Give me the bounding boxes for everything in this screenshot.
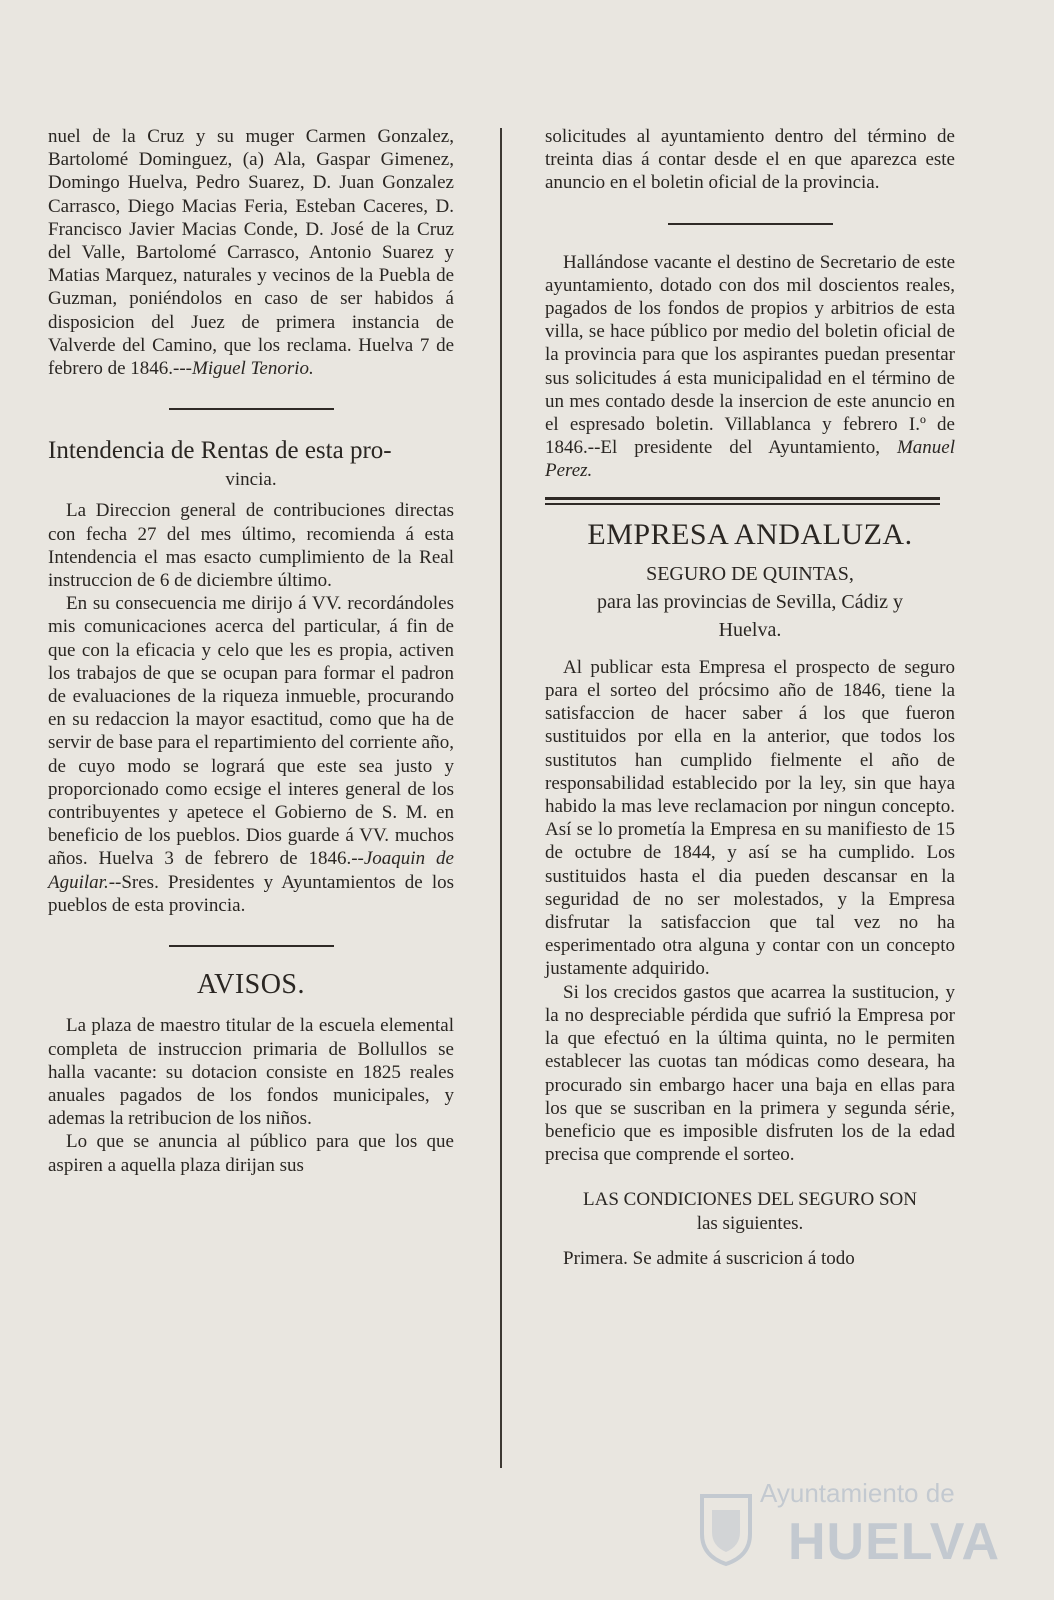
- heading-intendencia: Intendencia de Rentas de esta pro-: [48, 437, 392, 465]
- watermark-line1: Ayuntamiento de: [760, 1478, 955, 1508]
- paragraph-plaza-maestro: La plaza de maestro titular de la escuela elemental completa de instruccion primaria de Bollullos se halla vacante: su dotacion consiste en 1825 reales anuales pagados de los fondos municipales, y ademas la retribucion de los niños.: [48, 1015, 454, 1130]
- heading-condiciones: LAS CONDICIONES DEL SEGURO SON: [583, 1189, 917, 1211]
- right-column: [545, 125, 955, 1270]
- heading-empresa-andaluza: EMPRESA ANDALUZA.: [587, 517, 913, 551]
- paragraph-solicitudes: solicitudes al ayuntamiento dentro del término de treinta dias á contar desde el en que aparezca este anuncio en el boletin oficial de la provincia.: [545, 126, 955, 194]
- coat-of-arms-icon: [698, 1492, 754, 1568]
- watermark-ayuntamiento-huelva: [760, 1478, 1000, 1578]
- subheading-provincias: para las provincias de Sevilla, Cádiz y Huelva.: [596, 590, 903, 641]
- signature-miguel-tenorio: Miguel Tenorio.: [192, 358, 314, 380]
- paragraph-anuncio-publico: Lo que se anuncia al público para que los que aspiren a aquella plaza dirijan sus: [48, 1131, 454, 1176]
- subheading-seguro-quintas: SEGURO DE QUINTAS,: [646, 562, 854, 585]
- paragraph-consecuencia: En su consecuencia me dirijo á VV. recordándoles mis comunicaciones acerca del particular, á fin de que con la eficacia y celo que les es propia, activen los trabajos de que se ocupan para formar el padron de evaluaciones de la riqueza inmueble, procurando en su redaccion la mayor esactitud, como que ha de servir de base para el repartimiento del corriente año, de cuyo modo se logrará que este sea justo y proporcionado como ecsige el interes general de los contribuyentes y apetece el Gobierno de S. M. en beneficio de los pueblos. Dios guarde á VV. muchos años. Huelva 3 de febrero de 1846.--Joaquin de Aguilar.--Sres. Presidentes y Ayuntamientos de los pueblos de esta provincia.: [48, 593, 454, 916]
- column-divider: [500, 128, 502, 1468]
- double-section-divider: [545, 497, 940, 505]
- paragraph-direccion-general: La Direccion general de contribuciones directas con fecha 27 del mes último, recomienda á esta Intendencia el mas esacto cumplimiento de la Real instruccion de 6 de diciembre último.: [48, 500, 454, 592]
- section-divider: [169, 945, 334, 947]
- section-divider: [668, 223, 833, 225]
- signature-joaquin-aguilar: Joaquin de Aguilar.: [48, 848, 454, 893]
- subheading-condiciones: las siguientes.: [696, 1212, 804, 1234]
- paragraph-prospecto: Al publicar esta Empresa el prospecto de seguro para el sorteo del prócsimo año de 1846, tiene la satisfaccion de hacer saber á los que fueron sustituidos por ella en la anterior, que todos los sustitutos han cumplido fielmente el año de responsabilidad establecido por la ley, sin que haya habido la mas leve reclamacion por ningun concepto. Así se lo prometía la Empresa en su manifiesto de 15 de octubre de 1844, y así se ha cumplido. Los sustituidos hasta el dia pueden descansar en la seguridad de no ser molestados, y la Empresa disfrutar la satisfaccion que tal vez no ha esperimentado otra alguna y contar con un concepto justamente adquirido.: [545, 656, 955, 980]
- watermark-line2: HUELVA: [788, 1513, 1001, 1571]
- signature-manuel-perez: Manuel Perez.: [545, 437, 955, 482]
- paragraph-fugitives-list: nuel de la Cruz y su muger Carmen Gonzalez, Bartolomé Dominguez, (a) Ala, Gaspar Gimenez, Domingo Huelva, Pedro Suarez, D. Juan Gonzalez Carrasco, Diego Macias Feria, Esteban Caceres, D. Francisco Javier Macias Conde, D. José de la Cruz del Valle, Bartolomé Carrasco, Antonio Suarez y Matias Marquez, naturales y vecinos de la Puebla de Guzman, poniéndolos en caso de ser habidos á disposicion del Juez de primera instancia de Valverde del Camino, que los reclama. Huelva 7 de febrero de 1846.---Miguel Tenorio.: [48, 126, 454, 380]
- heading-intendencia-continued: vincia.: [225, 469, 277, 491]
- left-column: [48, 125, 454, 1177]
- paragraph-secretario-vacante: Hallándose vacante el destino de Secretario de este ayuntamiento, dotado con dos mil doscientos reales, pagados de los fondos de propios y arbitrios de esta villa, se hace público por medio del boletin oficial de la provincia para que los aspirantes puedan presentar sus solicitudes á esta municipalidad en el término de un mes contado desde la insercion de este anuncio en el espresado boletin. Villablanca y febrero I.º de 1846.--El presidente del Ayuntamiento, Manuel Perez.: [545, 251, 955, 482]
- heading-avisos: AVISOS.: [196, 969, 306, 1001]
- paragraph-primera: Primera. Se admite á suscricion á todo: [563, 1247, 855, 1269]
- paragraph-crecidos-gastos: Si los crecidos gastos que acarrea la sustitucion, y la no despreciable pérdida que sufrió la Empresa por la que efectuó en la última quinta, no le permiten establecer las cuotas tan módicas como deseara, ha procurado sin embargo hacer una baja en ellas para los que se suscriban en la primera y segunda série, beneficio que es imposible disfruten los de la edad precisa que comprende el sorteo.: [545, 981, 955, 1166]
- section-divider: [169, 408, 334, 410]
